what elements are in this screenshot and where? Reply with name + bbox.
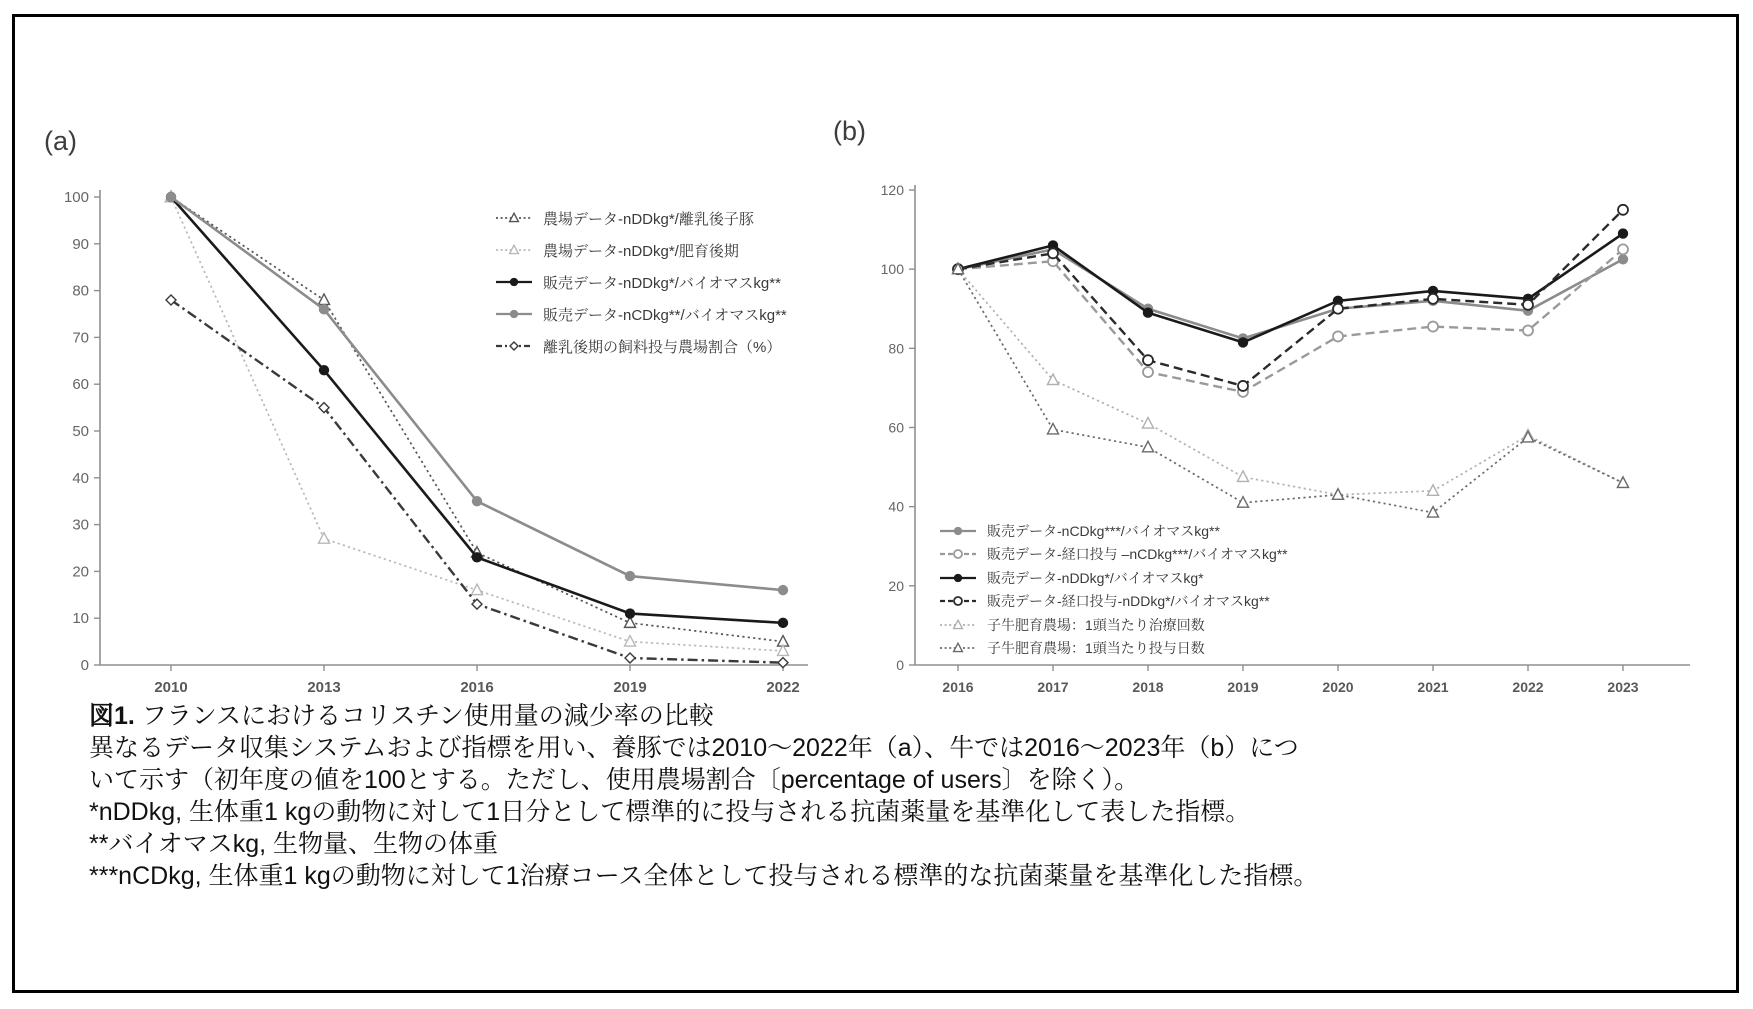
legend-marker-icon <box>494 210 534 226</box>
marker-circle-open <box>1618 205 1628 215</box>
marker-circle-open <box>954 597 962 605</box>
y-tick-label: 120 <box>880 182 904 199</box>
marker-circle-filled <box>778 585 788 595</box>
y-tick-label: 80 <box>888 340 904 357</box>
legend-label: 販売データ-nDDkg*/バイオマスkg* <box>987 569 1204 586</box>
legend-marker-icon <box>494 274 534 290</box>
caption-title: フランスにおけるコリスチン使用量の減少率の比較 <box>134 702 714 730</box>
caption-line: いて示す（初年度の値を100とする。ただし、使用農場割合〔percentage of users〕を除く）。 <box>89 766 1140 794</box>
marker-circle-filled <box>319 365 329 375</box>
legend-label: 離乳後期の飼料投与農場割合（%） <box>543 338 782 356</box>
y-tick-label: 0 <box>80 657 89 674</box>
marker-triangle-open <box>471 584 482 595</box>
x-tick-label: 2018 <box>1132 679 1164 695</box>
marker-triangle-open <box>1047 423 1058 434</box>
legend-item-a-3 <box>494 298 787 330</box>
legend-item-b-5 <box>938 637 1288 661</box>
legend-label: 子牛肥育農場：1頭当たり投与日数 <box>987 640 1205 657</box>
marker-circle-open <box>1523 300 1533 310</box>
legend-item-b-2 <box>938 566 1288 590</box>
legend-item-b-1 <box>938 543 1288 567</box>
legend-label: 販売データ-経口投与 –nCDkg***/バイオマスkg** <box>987 546 1288 563</box>
legend-label: 子牛肥育農場：1頭当たり治療回数 <box>987 616 1205 633</box>
caption-line: **バイオマスkg, 生物量、生物の体重 <box>89 830 499 858</box>
marker-diamond-open <box>510 342 518 350</box>
x-tick-label: 2023 <box>1607 679 1639 695</box>
legend-item-b-0 <box>938 519 1288 543</box>
x-tick-label: 2020 <box>1322 679 1354 695</box>
marker-triangle-open <box>1427 485 1438 496</box>
marker-circle-open <box>1428 294 1438 304</box>
y-tick-label: 100 <box>63 189 89 206</box>
marker-triangle-open <box>318 294 329 305</box>
y-tick-label: 70 <box>72 329 89 347</box>
marker-circle-filled <box>472 496 482 506</box>
y-tick-label: 20 <box>72 563 89 581</box>
legend-label: 農場データ-nDDkg*/離乳後子豚 <box>543 210 754 228</box>
legend-label: 販売データ-nCDkg**/バイオマスkg** <box>543 306 787 324</box>
marker-circle-open <box>1428 322 1438 332</box>
marker-circle-filled <box>1238 337 1248 347</box>
x-tick-label: 2017 <box>1037 679 1069 695</box>
legend-label: 販売データ-nCDkg***/バイオマスkg** <box>987 522 1220 539</box>
legend-item-a-2 <box>494 266 787 298</box>
caption-line <box>89 700 1318 732</box>
legend-item-a-1 <box>494 234 787 266</box>
marker-circle-open <box>1048 248 1058 258</box>
y-tick-label: 80 <box>72 282 89 300</box>
legend-marker-icon <box>494 242 534 258</box>
x-tick-label: 2013 <box>307 679 341 696</box>
chart-a-legend <box>494 202 787 362</box>
legend-item-b-4 <box>938 613 1288 637</box>
marker-circle-open <box>1333 331 1343 341</box>
y-tick-label: 60 <box>72 376 89 394</box>
x-tick-label: 2021 <box>1417 679 1449 695</box>
marker-circle-open <box>1238 381 1248 391</box>
marker-triangle-open <box>1142 418 1153 429</box>
marker-circle-open <box>1523 326 1533 336</box>
marker-circle-open <box>1333 304 1343 314</box>
marker-circle-open <box>1618 244 1628 254</box>
x-tick-label: 2019 <box>1227 679 1259 695</box>
legend-item-a-0 <box>494 202 787 234</box>
marker-circle-filled <box>472 552 482 562</box>
x-tick-label: 2022 <box>1512 679 1544 695</box>
figure-caption <box>89 700 1318 892</box>
marker-circle-filled <box>510 310 518 318</box>
caption-line: 異なるデータ収集システムおよび指標を用い、養豚では2010～2022年（a）、牛では2016～2023年（b）につ <box>89 734 1299 762</box>
x-tick-label: 2016 <box>942 679 974 695</box>
legend-marker-icon <box>494 338 534 354</box>
legend-item-a-4 <box>494 330 787 362</box>
legend-marker-icon <box>938 593 978 609</box>
marker-circle-open <box>1143 367 1153 377</box>
x-tick-label: 2016 <box>460 679 494 696</box>
y-tick-label: 60 <box>888 419 904 436</box>
x-tick-label: 2019 <box>613 679 647 696</box>
panel-label-a: (a) <box>44 126 77 156</box>
legend-marker-icon <box>938 523 978 539</box>
x-tick-label: 2022 <box>766 679 800 696</box>
caption-line: *nDDkg, 生体重1 kgの動物に対して1日分として標準的に投与される抗菌薬量を基準化して表した指標。 <box>89 798 1251 826</box>
marker-circle-filled <box>1618 228 1628 238</box>
marker-triangle-open <box>1237 497 1248 508</box>
x-tick-label: 2010 <box>154 679 188 696</box>
marker-circle-filled <box>625 571 635 581</box>
legend-marker-icon <box>494 306 534 322</box>
y-tick-label: 40 <box>72 469 89 487</box>
marker-circle-filled <box>954 574 962 582</box>
marker-circle-filled <box>319 304 329 314</box>
legend-marker-icon <box>938 640 978 656</box>
marker-diamond-open <box>625 653 635 663</box>
y-tick-label: 30 <box>72 516 89 534</box>
legend-marker-icon <box>938 546 978 562</box>
marker-triangle-open <box>1142 441 1153 452</box>
marker-circle-filled <box>1143 308 1153 318</box>
legend-label: 農場データ-nDDkg*/肥育後期 <box>543 242 739 260</box>
marker-circle-filled <box>166 192 176 202</box>
y-tick-label: 100 <box>880 261 904 278</box>
caption-figure-number: 図1. <box>89 702 135 730</box>
y-tick-label: 10 <box>72 610 89 628</box>
caption-line: ***nCDkg, 生体重1 kgの動物に対して1治療コース全体として投与される標準的な抗菌薬量を基準化した指標。 <box>89 862 1319 890</box>
marker-diamond-open <box>778 658 788 668</box>
marker-circle-filled <box>625 608 635 618</box>
marker-circle-filled <box>1618 254 1628 264</box>
y-tick-label: 50 <box>72 423 89 440</box>
panel-label-b: (b) <box>833 116 866 146</box>
marker-triangle-open <box>1237 471 1248 482</box>
marker-circle-filled <box>778 618 788 628</box>
legend-item-b-3 <box>938 590 1288 614</box>
marker-circle-open <box>954 550 962 558</box>
legend-label: 販売データ-nDDkg*/バイオマスkg** <box>543 274 781 292</box>
y-tick-label: 0 <box>896 657 904 673</box>
marker-circle-filled <box>954 527 962 535</box>
chart-b-legend <box>938 519 1288 660</box>
legend-marker-icon <box>938 617 978 633</box>
legend-marker-icon <box>938 570 978 586</box>
marker-circle-open <box>1143 355 1153 365</box>
marker-triangle-open <box>1047 374 1058 385</box>
marker-triangle-open <box>318 533 329 544</box>
y-tick-label: 20 <box>888 577 904 594</box>
y-tick-label: 90 <box>72 235 89 253</box>
marker-triangle-open <box>1427 507 1438 518</box>
legend-label: 販売データ-経口投与-nDDkg*/バイオマスkg** <box>987 593 1270 610</box>
y-tick-label: 40 <box>888 498 904 515</box>
marker-triangle-open <box>1617 477 1628 488</box>
marker-circle-filled <box>510 278 518 286</box>
